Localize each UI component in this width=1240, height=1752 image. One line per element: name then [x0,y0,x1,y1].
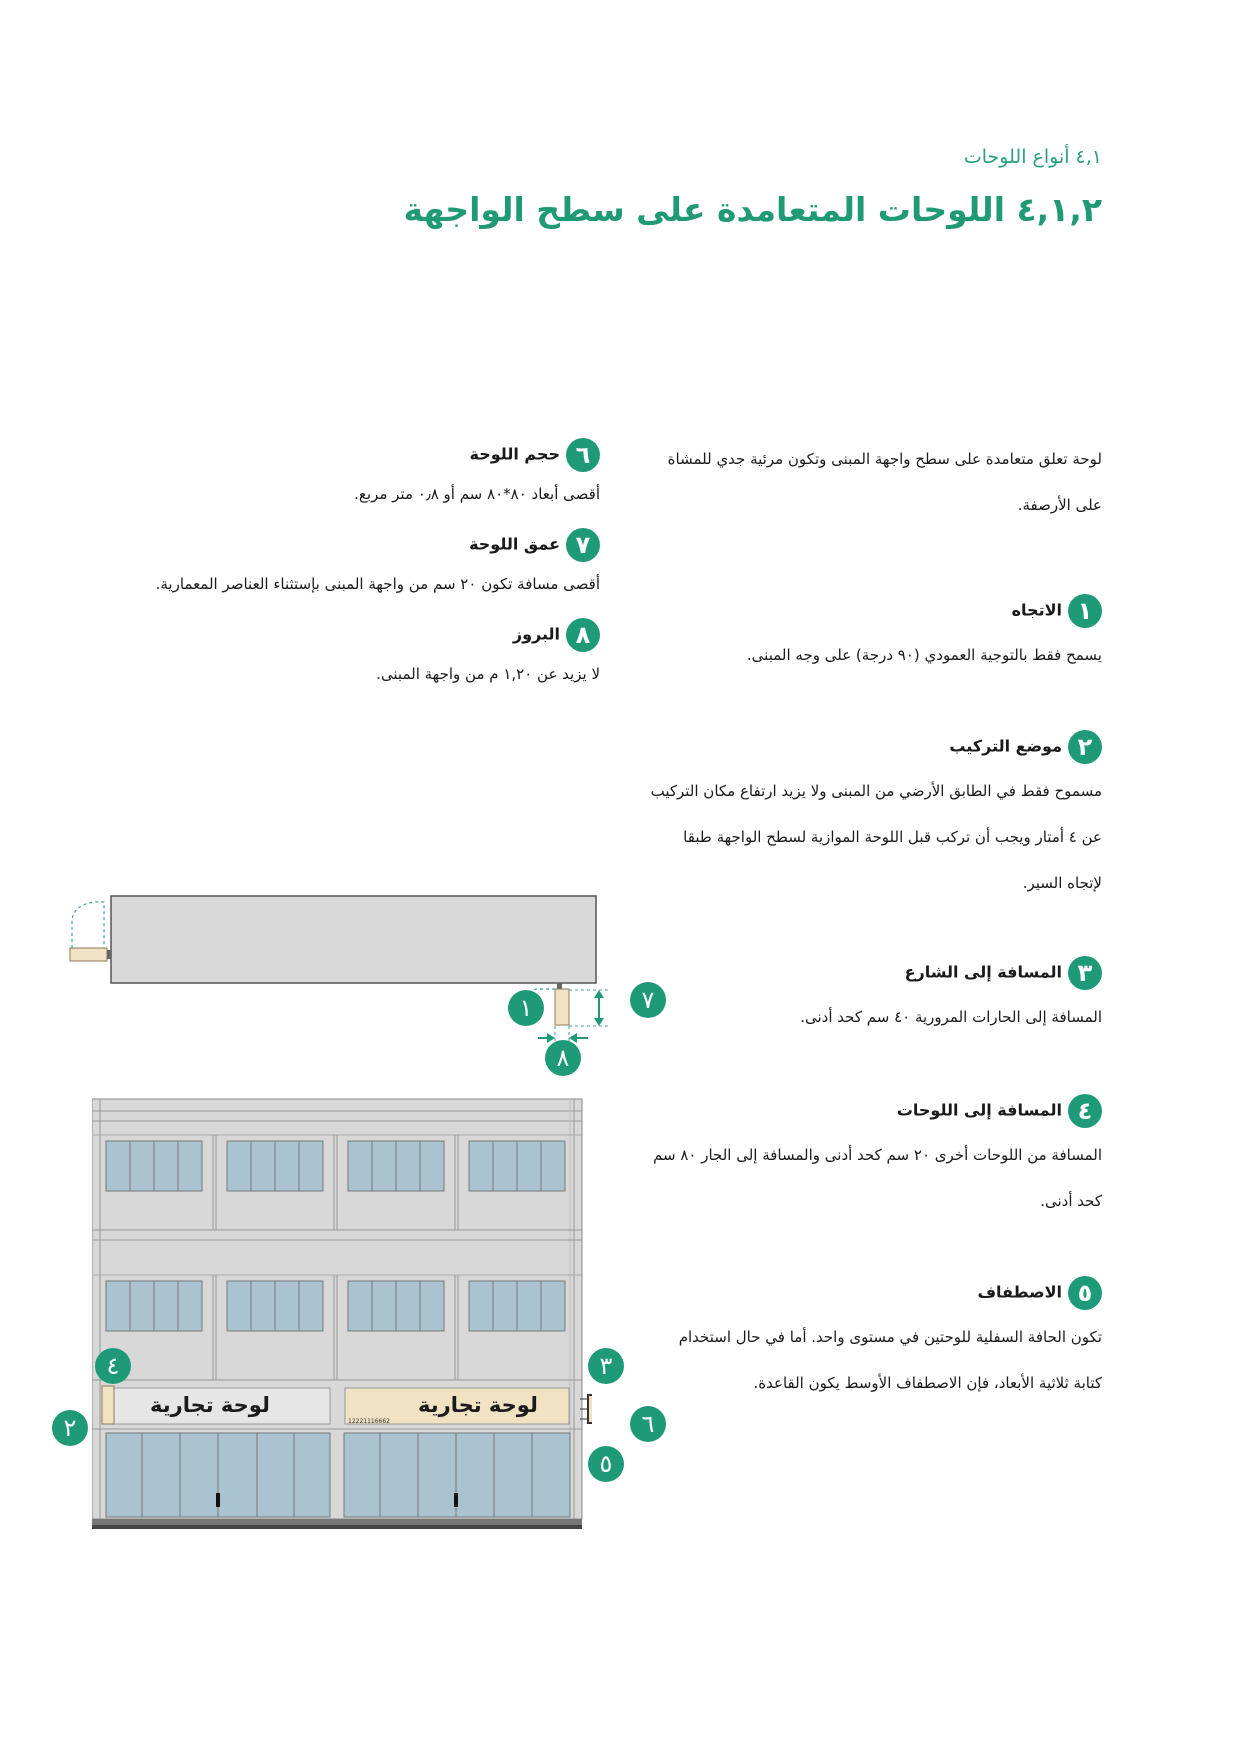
section-heading: الاتجاه [1011,600,1062,620]
section-text: المسافة من اللوحات أخرى ٢٠ سم كحد أدنى والمسافة إلى الجار ٨٠ سم [652,1146,1102,1164]
section-heading: حجم اللوحة [469,444,560,464]
building-elevation [92,1095,592,1545]
sign-small-text: 12221116662 [348,1418,390,1425]
section-text: لإتجاه السير. [1022,874,1102,892]
number-badge: ٤ [1068,1094,1102,1128]
section-text: أقصى مسافة تكون ٢٠ سم من واجهة المبنى بإستثناء العناصر المعمارية. [155,575,600,593]
plan-badge: ١ [508,990,544,1026]
section-sign-size [80,438,600,514]
number-badge: ١ [1068,594,1102,628]
number-badge: ٧ [566,528,600,562]
plan-badge: ٧ [630,982,666,1018]
section-projection [80,618,600,694]
section-text: كتابة ثلاثية الأبعاد، فإن الاصطفاف الأوسط يكون القاعدة. [753,1374,1102,1392]
page-title: ٤,١,٢ اللوحات المتعامدة على سطح الواجهة [403,190,1102,229]
section-alignment [582,1276,1102,1406]
building-plan [111,896,596,983]
intro-line: لوحة تعلق متعامدة على سطح واجهة المبنى وتكون مرئية جدي للمشاة [667,450,1102,468]
number-badge: ٥ [1068,1276,1102,1310]
number-badge: ٣ [1068,956,1102,990]
intro-line: على الأرصفة. [1017,496,1102,514]
section-heading: الاصطفاف [977,1282,1062,1302]
sign-text-right: لوحة تجارية [418,1393,538,1417]
plan-view-diagram [60,880,680,1090]
plan-badge: ٨ [545,1040,581,1076]
section-text: لا يزيد عن ١,٢٠ م من واجهة المبنى. [376,665,600,683]
section-heading: المسافة إلى اللوحات [896,1100,1062,1120]
number-badge: ٢ [1068,730,1102,764]
section-heading: المسافة إلى الشارع [904,962,1062,982]
section-distance-signs [582,1094,1102,1224]
section-text: المسافة إلى الحارات المرورية ٤٠ سم كحد أدنى. [800,1008,1102,1026]
sign-text-left: لوحة تجارية [150,1393,270,1417]
perpendicular-sign [555,989,569,1025]
elevation-badge: ٥ [588,1446,624,1482]
section-text: كحد أدنى. [1040,1192,1102,1210]
number-badge: ٦ [566,438,600,472]
elevation-badge: ٣ [588,1348,624,1384]
section-sign-depth [80,528,600,604]
neighbor-sign [70,948,107,961]
section-text: يسمح فقط بالتوجية العمودي (٩٠ درجة) على وجه المبنى. [746,646,1102,664]
elevation-badge: ٤ [95,1348,131,1384]
section-text: مسموح فقط في الطابق الأرضي من المبنى ولا يزيد ارتفاع مكان التركيب [650,782,1102,800]
number-badge: ٨ [566,618,600,652]
swing-outline [72,902,104,948]
section-subtitle: ٤,١ أنواع اللوحات [963,146,1102,168]
elevation-badge: ٦ [630,1406,666,1442]
elevation-badge: ٢ [52,1410,88,1446]
pavement-line [92,1519,582,1525]
projecting-sign-side [588,1395,592,1423]
projecting-sign [102,1386,114,1424]
section-heading: البروز [512,624,560,644]
section-heading: موضع التركيب [949,736,1062,756]
section-text: تكون الحافة السفلية للوحتين في مستوى واحد. أما في حال استخدام [678,1328,1102,1346]
section-text: أقصى أبعاد ٨٠*٨٠ سم أو ٠٫٨ متر مربع. [354,485,600,503]
section-text: عن ٤ أمتار ويجب أن تركب قبل اللوحة الموازية لسطح الواجهة طبقا [683,828,1102,846]
section-heading: عمق اللوحة [469,534,560,554]
intro-paragraph [582,436,1102,528]
section-direction [582,594,1102,678]
